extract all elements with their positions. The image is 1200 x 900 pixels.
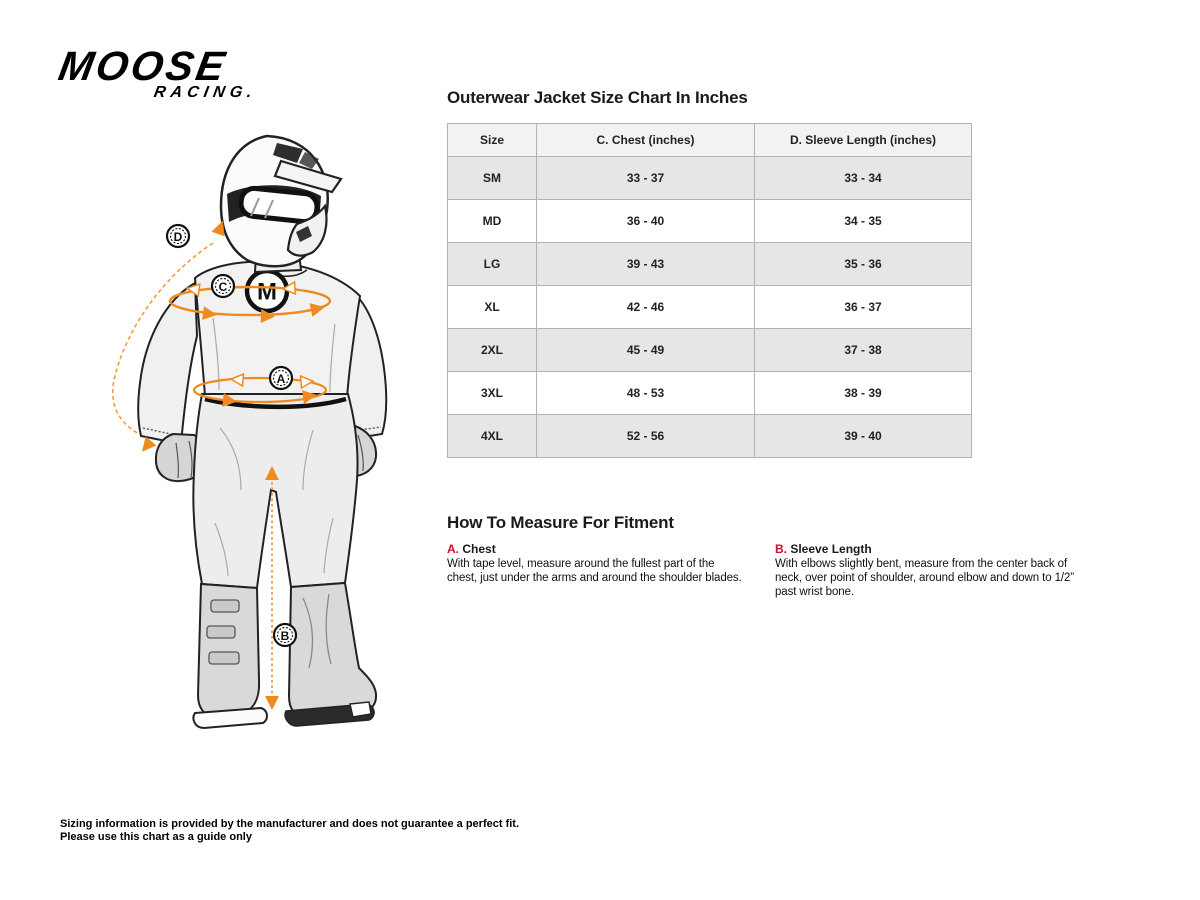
moose-chest-logo-m: M <box>257 278 277 306</box>
measure-letter-a: A. <box>447 542 459 556</box>
column-header: D. Sleeve Length (inches) <box>755 124 972 157</box>
disclaimer-line-2: Please use this chart as a guide only <box>60 830 252 843</box>
size-cell: 39 - 40 <box>755 415 972 458</box>
size-cell: 48 - 53 <box>537 372 755 415</box>
marker-b-letter: B <box>280 629 290 643</box>
marker-a-letter: A <box>276 372 286 386</box>
size-row-sm <box>448 157 972 200</box>
size-row-xl <box>448 286 972 329</box>
measure-columns <box>447 542 1107 599</box>
how-to-measure-section <box>447 513 1107 599</box>
size-cell: XL <box>448 286 537 329</box>
left-boot-buckle <box>211 600 239 612</box>
measure-item-sleeve <box>775 542 1075 599</box>
right-boot-toe <box>350 702 371 717</box>
measure-letter-b: B. <box>775 542 787 556</box>
marker-a <box>270 367 292 389</box>
measure-item-sleeve-label <box>775 542 1075 556</box>
size-cell: 52 - 56 <box>537 415 755 458</box>
size-chart-section <box>447 88 971 458</box>
goggle-lens <box>240 187 319 223</box>
size-cell: 45 - 49 <box>537 329 755 372</box>
right-boot <box>289 583 376 718</box>
column-header: Size <box>448 124 537 157</box>
size-cell: 34 - 35 <box>755 200 972 243</box>
size-cell: 3XL <box>448 372 537 415</box>
measure-text-sleeve: With elbows slightly bent, measure from the center back of neck, over point of shoulder, around elbow and down to 1/2” past wrist bone. <box>775 558 1075 598</box>
size-cell: 36 - 37 <box>755 286 972 329</box>
size-cell: 38 - 39 <box>755 372 972 415</box>
size-row-3xl <box>448 372 972 415</box>
measure-name-chest: Chest <box>462 542 496 556</box>
size-cell: LG <box>448 243 537 286</box>
left-boot-buckle <box>207 626 235 638</box>
disclaimer-line-1: Sizing information is provided by the manufacturer and does not guarantee a perfect fit. <box>60 818 520 830</box>
size-cell: 39 - 43 <box>537 243 755 286</box>
left-boot-buckle <box>209 652 239 664</box>
how-to-measure-title: How To Measure For Fitment <box>447 513 674 532</box>
rider-illustration <box>45 128 435 740</box>
marker-c <box>212 275 234 297</box>
size-row-2xl <box>448 329 972 372</box>
size-chart-table <box>447 123 972 458</box>
size-row-4xl <box>448 415 972 458</box>
logo-racing-text: RACING. <box>152 84 259 101</box>
size-cell: 2XL <box>448 329 537 372</box>
logo-moose-text: MOOSE <box>55 43 232 89</box>
disclaimer <box>60 818 519 843</box>
size-cell: MD <box>448 200 537 243</box>
moose-racing-logo <box>53 43 273 101</box>
size-chart-title: Outerwear Jacket Size Chart In Inches <box>447 88 748 107</box>
measure-name-sleeve: Sleeve Length <box>790 542 872 556</box>
marker-c-letter: C <box>218 280 228 294</box>
pants <box>193 394 357 588</box>
size-cell: 33 - 37 <box>537 157 755 200</box>
measure-text-chest: With tape level, measure around the fullest part of the chest, just under the arms and around the shoulder blades. <box>447 558 742 584</box>
size-cell: 42 - 46 <box>537 286 755 329</box>
size-cell: 35 - 36 <box>755 243 972 286</box>
size-cell: SM <box>448 157 537 200</box>
column-header: C. Chest (inches) <box>537 124 755 157</box>
measure-item-chest <box>447 542 747 599</box>
size-row-lg <box>448 243 972 286</box>
size-cell: 33 - 34 <box>755 157 972 200</box>
size-cell: 36 - 40 <box>537 200 755 243</box>
inseam-arrow-bottom <box>265 696 279 710</box>
size-cell: 4XL <box>448 415 537 458</box>
size-cell: 37 - 38 <box>755 329 972 372</box>
marker-b <box>274 624 296 646</box>
size-chart-header-row <box>448 124 972 157</box>
size-row-md <box>448 200 972 243</box>
marker-d-letter: D <box>173 230 183 244</box>
marker-d <box>167 225 189 247</box>
rider-measurement-diagram <box>45 128 435 740</box>
measure-item-chest-label <box>447 542 747 556</box>
